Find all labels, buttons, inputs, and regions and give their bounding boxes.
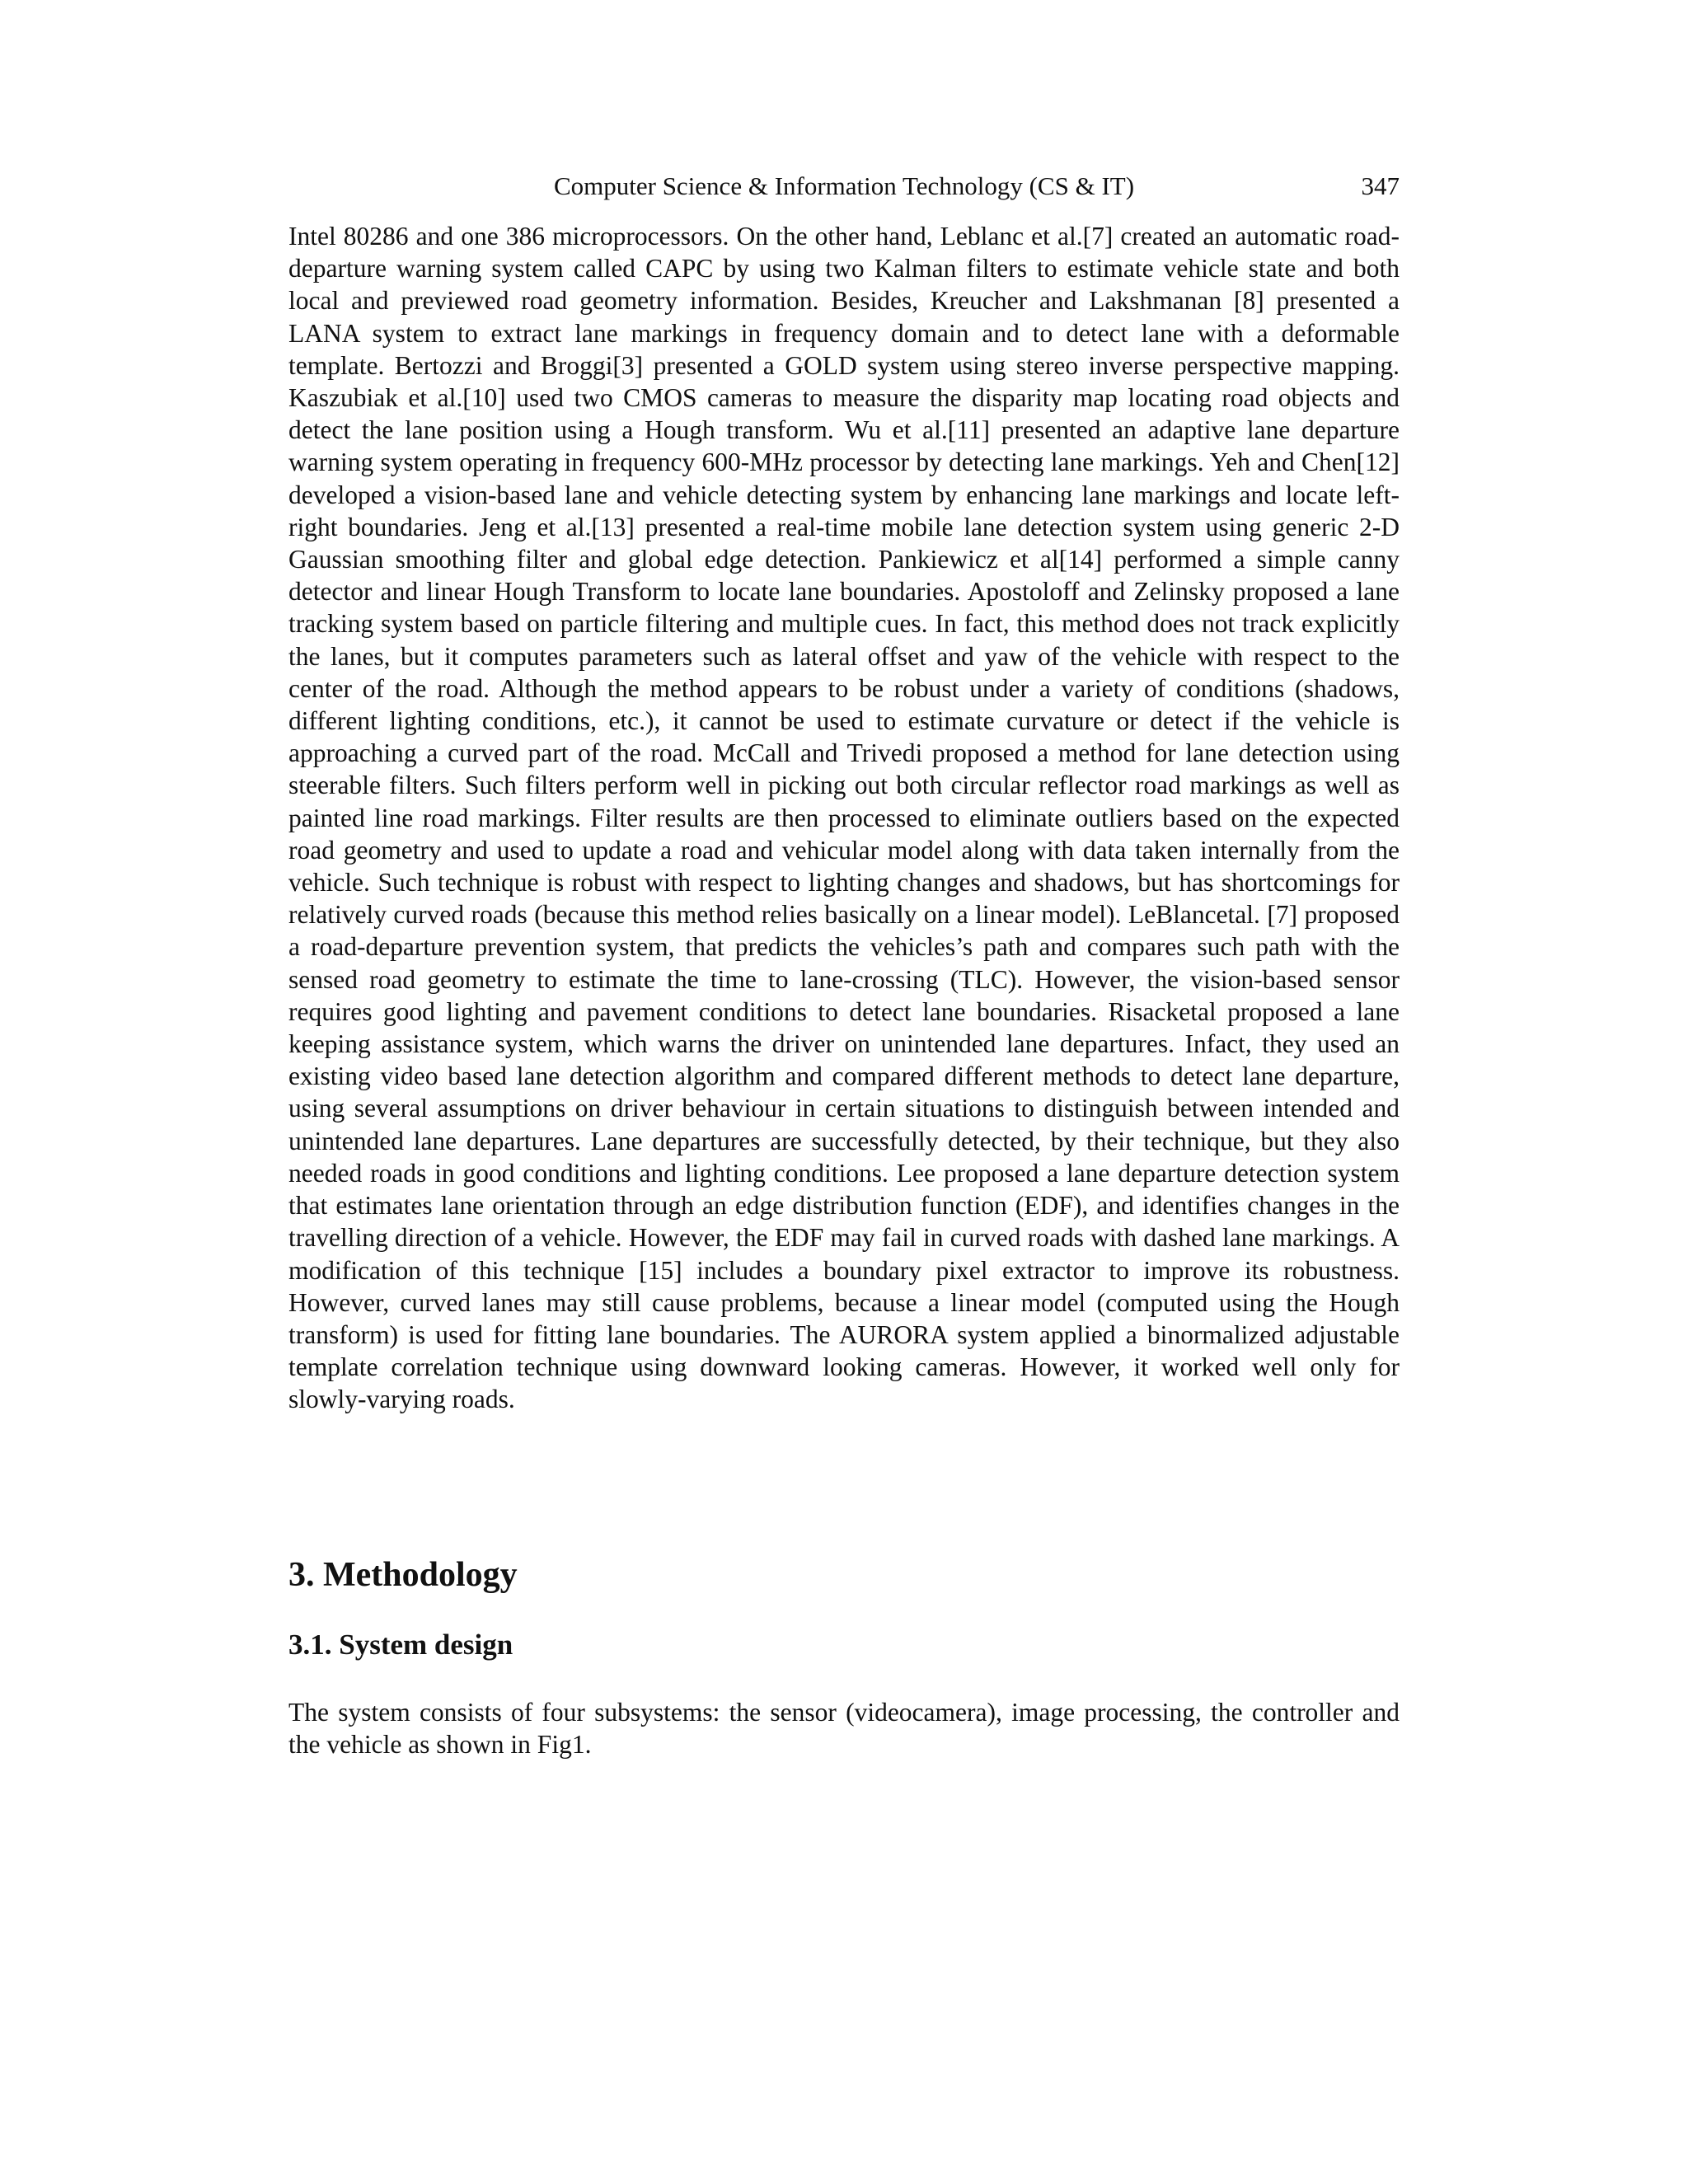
body-paragraph-system-design: The system consists of four subsystems: the sensor (videocamera), image processing, the controller and the vehicle as shown in Fig1. (288, 1698, 1400, 1760)
section-heading-methodology: 3. Methodology (288, 1556, 518, 1594)
running-header (288, 170, 1400, 203)
journal-title: Computer Science & Information Technology (CS & IT) (553, 171, 1135, 200)
page-number: 347 (1361, 171, 1400, 200)
subsection-heading-system-design: 3.1. System design (288, 1629, 513, 1661)
body-paragraph-related-work: Intel 80286 and one 386 microprocessors. On the other hand, Leblanc et al.[7] created an automatic road-departure warning system called CAPC by using two Kalman filters to estimate vehicle state and both local and previewed road geometry information. Besides, Kreucher and Lakshmanan [8] presented a LANA system to extract lane markings in frequency domain and to detect lane with a deformable template. Bertozzi and Broggi[3] presented a GOLD system using stereo inverse perspective mapping. Kaszubiak et al.[10] used two CMOS cameras to measure the disparity map locating road objects and detect the lane position using a Hough transform. Wu et al.[11] presented an adaptive lane departure warning system operating in frequency 600-MHz processor by detecting lane markings. Yeh and Chen[12] developed a vision-based lane and vehicle detecting system by enhancing lane markings and locate left-right boundaries. Jeng et al.[13] presented a real-time mobile lane detection system using generic 2-D Gaussian smoothing filter and global edge detection. Pankiewicz et al[14] performed a simple canny detector and linear Hough Transform to locate lane boundaries. Apostoloff and Zelinsky proposed a lane tracking system based on particle filtering and multiple cues. In fact, this method does not track explicitly the lanes, but it computes parameters such as lateral offset and yaw of the vehicle with respect to the center of the road. Although the method appears to be robust under a variety of conditions (shadows, different lighting conditions, etc.), it cannot be used to estimate curvature or detect if the vehicle is approaching a curved part of the road. McCall and Trivedi proposed a method for lane detection using steerable filters. Such filters perform well in picking out both circular reflector road markings as well as painted line road markings. Filter results are then processed to eliminate outliers based on the expected road geometry and used to update a road and vehicular model along with data taken internally from the vehicle. Such technique is robust with respect to lighting changes and shadows, but has shortcomings for relatively curved roads (because this method relies basically on a linear model). LeBlancetal. [7] proposed a road-departure prevention system, that predicts the vehicles’s path and compares such path with the sensed road geometry to estimate the time to lane-crossing (TLC). However, the vision-based sensor requires good lighting and pavement conditions to detect lane boundaries. Risacketal proposed a lane keeping assistance system, which warns the driver on unintended lane departures. Infact, they used an existing video based lane detection algorithm and compared different methods to detect lane departure, using several assumptions on driver behaviour in certain situations to distinguish between intended and unintended lane departures. Lane departures are successfully detected, by their technique, but they also needed roads in good conditions and lighting conditions. Lee proposed a lane departure detection system that estimates lane orientation through an edge distribution function (EDF), and identifies changes in the travelling direction of a vehicle. However, the EDF may fail in curved roads with dashed lane markings. A modification of this technique [15] includes a boundary pixel extractor to improve its robustness. However, curved lanes may still cause problems, because a linear model (computed using the Hough transform) is used for fitting lane boundaries. The AURORA system applied a binormalized adjustable template correlation technique using downward looking cameras. However, it worked well only for slowly-varying roads. (288, 222, 1400, 1414)
